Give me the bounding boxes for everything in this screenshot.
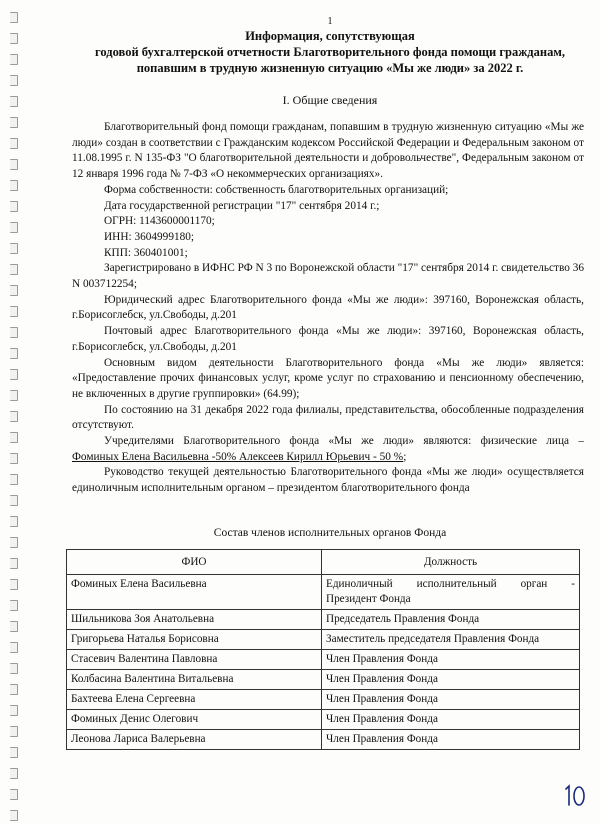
- table-row: [67, 650, 580, 670]
- binding-hole: [10, 642, 18, 653]
- binding-hole: [10, 495, 18, 506]
- binding-hole: [10, 705, 18, 716]
- binding-hole: [10, 96, 18, 107]
- ogrn-line: ОГРН: 1143600001170;: [104, 215, 215, 228]
- binding-hole: [10, 159, 18, 170]
- member-name: Шильникова Зоя Анатольевна: [67, 610, 322, 630]
- member-position: Заместитель председателя Правления Фонда: [322, 630, 580, 650]
- management-paragraph: Руководство текущей деятельностью Благотворительного фонда «Мы же люди» осуществляется единоличным исполнительным органом – президентом благотворительного фонда: [72, 466, 584, 495]
- binding-hole: [10, 33, 18, 44]
- binding-hole: [10, 432, 18, 443]
- legal-address-paragraph: Юридический адрес Благотворительного фонда «Мы же люди»: 397160, Воронежская область, г.Борисоглебск, ул.Свободы, д.201: [72, 293, 584, 322]
- binding-hole: [10, 138, 18, 149]
- binding-hole: [10, 516, 18, 527]
- ownership-line: Форма собственности: собственность благотворительных организаций;: [104, 183, 449, 196]
- founders-list: Фоминых Елена Васильевна -50% Алексеев Кирилл Юрьевич - 50 %: [72, 450, 404, 463]
- binding-hole: [10, 453, 18, 464]
- member-name: Фоминых Елена Васильевна: [67, 575, 322, 610]
- binding-hole: [10, 390, 18, 401]
- table-row: [67, 610, 580, 630]
- founders-intro-line: Учредителями Благотворительного фонда «Мы же люди» являются: физические лица –: [104, 435, 584, 448]
- table-row: [67, 730, 580, 750]
- inn-line: ИНН: 3604999180;: [104, 230, 195, 243]
- member-name: Колбасина Валентина Витальевна: [67, 670, 322, 690]
- table-row: [67, 690, 580, 710]
- binding-hole: [10, 810, 18, 821]
- member-position-line-2: Президент Фонда: [326, 593, 411, 605]
- binding-hole: [10, 222, 18, 233]
- member-position: Председатель Правления Фонда: [322, 610, 580, 630]
- kpp-line: КПП: 360401001;: [104, 246, 188, 259]
- binding-hole: [10, 747, 18, 758]
- table-row: [67, 670, 580, 690]
- column-header-position: Должность: [322, 550, 580, 575]
- member-position: Член Правления Фонда: [322, 690, 580, 710]
- main-activity-paragraph: Основным видом деятельности Благотворительного фонда «Мы же люди» является: «Предоставление прочих финансовых услуг, кроме услуг по страхованию и пенсионному обеспечению, не включенных в другие группировки» (64.99);: [72, 356, 584, 400]
- binding-hole: [10, 117, 18, 128]
- postal-address-paragraph: Почтовый адрес Благотворительного фонда «Мы же люди»: 397160, Воронежская область, г.Борисоглебск, ул.Свободы, д.201: [72, 325, 584, 353]
- binding-hole: [10, 579, 18, 590]
- binding-hole: [10, 621, 18, 632]
- title-line-3: попавшим в трудную жизненную ситуацию «Мы же люди» за 2022 г.: [136, 61, 524, 75]
- table-row: [67, 710, 580, 730]
- member-name: Стасевич Валентина Павловна: [67, 650, 322, 670]
- binding-hole: [10, 474, 18, 485]
- binding-hole: [10, 348, 18, 359]
- title-line-1: Информация, сопутствующая: [245, 29, 415, 43]
- member-name: Леонова Лариса Валерьевна: [67, 730, 322, 750]
- binding-hole: [10, 12, 18, 23]
- binding-hole: [10, 243, 18, 254]
- binding-hole: [10, 201, 18, 212]
- registered-at-paragraph: Зарегистрировано в ИФНС РФ N 3 по Воронежской области "17" сентября 2014 г. свидетельство 36 N 003712254;: [72, 262, 584, 291]
- binding-hole: [10, 264, 18, 275]
- spiral-binding: [4, 0, 26, 824]
- member-position: [322, 575, 580, 610]
- branches-paragraph: По состоянию на 31 декабря 2022 года филиалы, представительства, обособленные подразделения отсутствуют.: [72, 403, 584, 432]
- binding-hole: [10, 75, 18, 86]
- member-position: Член Правления Фонда: [322, 670, 580, 690]
- member-name: Фоминых Денис Олегович: [67, 710, 322, 730]
- binding-hole: [10, 369, 18, 380]
- binding-hole: [10, 663, 18, 674]
- binding-hole: [10, 180, 18, 191]
- table-header-row: [67, 550, 580, 575]
- page-number: 1: [327, 16, 333, 27]
- member-position: Член Правления Фонда: [322, 650, 580, 670]
- column-header-fio: ФИО: [67, 550, 322, 575]
- binding-hole: [10, 789, 18, 800]
- binding-hole: [10, 306, 18, 317]
- binding-hole: [10, 768, 18, 779]
- executive-members-table: [66, 549, 580, 750]
- member-name: Бахтеева Елена Сергеевна: [67, 690, 322, 710]
- binding-hole: [10, 54, 18, 65]
- handwritten-page-mark-icon: [560, 781, 590, 811]
- table-row: [67, 630, 580, 650]
- binding-hole: [10, 726, 18, 737]
- binding-hole: [10, 684, 18, 695]
- founders-end: ;: [403, 450, 407, 463]
- binding-hole: [10, 411, 18, 422]
- member-name: Григорьева Наталья Борисовна: [67, 630, 322, 650]
- general-info-body: [72, 120, 584, 497]
- member-position-line-1: Единоличный исполнительный орган -: [326, 578, 575, 590]
- binding-hole: [10, 558, 18, 569]
- founders-paragraph: [72, 450, 584, 466]
- title-line-2: годовой бухгалтерской отчетности Благотворительного фонда помощи гражданам,: [95, 45, 565, 59]
- binding-hole: [10, 537, 18, 548]
- section-heading: I. Общие сведения: [282, 93, 378, 107]
- binding-hole: [10, 600, 18, 611]
- intro-paragraph: Благотворительный фонд помощи гражданам, попавшим в трудную жизненную ситуацию «Мы же люди» создан в соответствии с Гражданским кодексом Российской Федерации и Федеральным законом от 11.08.1995 г. N 135-ФЗ "О благотворительной деятельности и добровольчестве", Федеральным законом от 12 января 1996 года № 7-ФЗ «О некоммерческих организациях».: [72, 121, 584, 181]
- registration-date-line: Дата государственной регистрации "17" сентября 2014 г.;: [104, 199, 380, 212]
- table-title: Состав членов исполнительных органов Фонда: [213, 527, 447, 539]
- member-position: Член Правления Фонда: [322, 710, 580, 730]
- member-position: Член Правления Фонда: [322, 730, 580, 750]
- document-title: [72, 28, 588, 76]
- table-row: [67, 575, 580, 610]
- binding-hole: [10, 285, 18, 296]
- binding-hole: [10, 327, 18, 338]
